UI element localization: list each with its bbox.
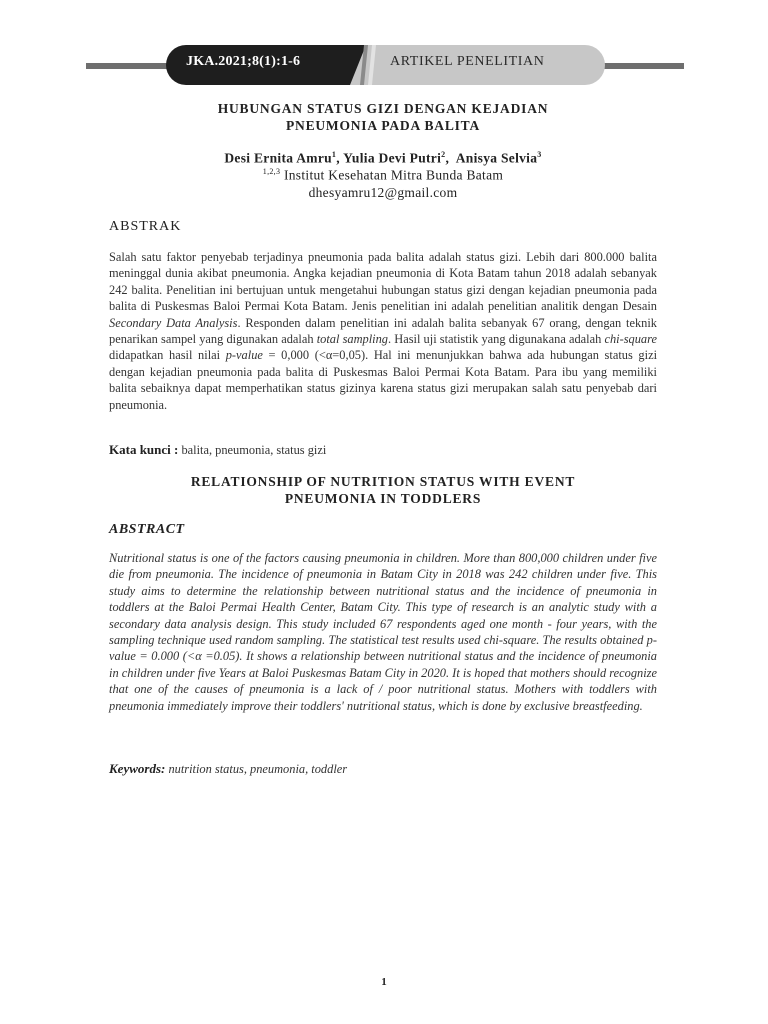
title-line: RELATIONSHIP OF NUTRITION STATUS WITH EVENT — [190, 474, 576, 489]
author-name: Yulia Devi Putri — [343, 150, 442, 166]
author-email[interactable]: dhesyamru12@gmail.com — [308, 185, 458, 200]
keywords-label: Keywords: — [109, 761, 166, 776]
abstrak-text — [109, 249, 657, 413]
author-affil-mark: 3 — [537, 150, 542, 159]
abstrak-heading: ABSTRAK — [109, 219, 182, 234]
author-list: Desi Ernita Amru$^1$, Yulia Devi Putri$^2$, Anisya Selvia$^3$ — [224, 150, 542, 166]
author-affil-mark: 2 — [441, 150, 446, 159]
journal-citation: JKA.2021;8(1):1-6 — [186, 54, 301, 69]
keywords-text: nutrition status, pneumonia, toddler — [165, 762, 348, 776]
keywords — [109, 760, 657, 778]
author-name: Anisya Selvia — [455, 150, 538, 166]
title-line: PNEUMONIA PADA BALITA — [285, 118, 481, 133]
abstrak-text-italic: total sampling — [316, 332, 389, 347]
paper-title-english — [108, 473, 658, 507]
kata-kunci-label: Kata kunci : — [109, 442, 179, 457]
kata-kunci-text: balita, pneumonia, status gizi — [178, 443, 327, 457]
title-line: HUBUNGAN STATUS GIZI DENGAN KEJADIAN — [217, 101, 549, 116]
abstrak-text-italic: p-value — [225, 348, 263, 363]
page-number: 1 — [381, 976, 387, 988]
abstrak-text-run: didapatkan hasil nilai — [109, 348, 226, 363]
abstrak-text-run: = 0,000 (<α=0,05). Hal ini menunjukkan bahwa ada hubungan status gizi dengan kejadian pneumonia pada balita di Puskesmas Baloi Permai Kota Batam. Para ibu yang memiliki balita sebaiknya dapat memperhatikan status gizinya karena status gizi merupakan salah satu penyebab dari pneumonia. — [109, 348, 658, 412]
article-type: ARTIKEL PENELITIAN — [390, 54, 545, 69]
abstrak-text-run: . Responden dalam penelitian ini adalah balita sebanyak 67 orang, dengan teknik penarikan sampel yang digunakan adalah — [109, 315, 657, 347]
paper-title — [108, 100, 658, 134]
abstrak-text-run: . Hasil uji statistik yang digunakana adalah — [388, 332, 605, 347]
abstrak-text-italic: chi-square — [604, 332, 657, 347]
title-line: PNEUMONIA IN TODDLERS — [284, 491, 482, 506]
affiliation — [108, 167, 658, 184]
affiliation-mark: 1,2,3 — [262, 167, 281, 176]
abstrak-text-italic: Secondary Data Analysis — [109, 315, 238, 330]
abstract-heading: ABSTRACT — [109, 522, 185, 537]
header-rule-right — [594, 63, 684, 69]
affiliation-text: Institut Kesehatan Mitra Bunda Batam — [283, 167, 504, 183]
abstrak-text-run: Salah satu faktor penyebab terjadinya pneumonia pada balita adalah status gizi. Lebih dari 800.000 balita meninggal dunia akibat pneumonia. Angka kejadian pneumonia di Kota Batam tahun 2018 adalah sebanyak 242 balita. Penelitian ini bertujuan untuk mengetahui hubungan status gizi dengan kejadian pneumonia pada balita di Puskesmas Baloi Permai Kota Batam. Jenis penelitian ini adalah penelitian analitik dengan Desain — [109, 250, 657, 314]
abstract-text: Nutritional status is one of the factors causing pneumonia in children. More than 800,000 children under five die from pneumonia. The incidence of pneumonia in Batam City in 2018 was 242 children under five. This study aims to determine the relationship between nutritional status and the incidence of pneumonia in toddlers at the Baloi Permai Health Center, Batam City. This type of research is an analytic study with a secondary data analysis design. This study included 67 respondents aged one month - four years, with the sampling technique used random sampling. The statistical test results used chi-square. The results obtained p-value = 0.000 (<α =0.05). It shows a relationship between nutritional status and the incidence of pneumonia in children under five Years at Baloi Puskesmas Batam City in 2020. It is hoped that mothers should recognize that one of the causes of pneumonia is a lack of / poor nutritional status. Mothers with toddlers with pneumonia immediately improve their toddlers' nutritional status, which is done by exclusive breastfeeding. — [109, 551, 657, 713]
author-name: Desi Ernita Amru — [224, 150, 332, 166]
kata-kunci — [109, 441, 657, 459]
author-affil-mark: 1 — [331, 150, 337, 159]
